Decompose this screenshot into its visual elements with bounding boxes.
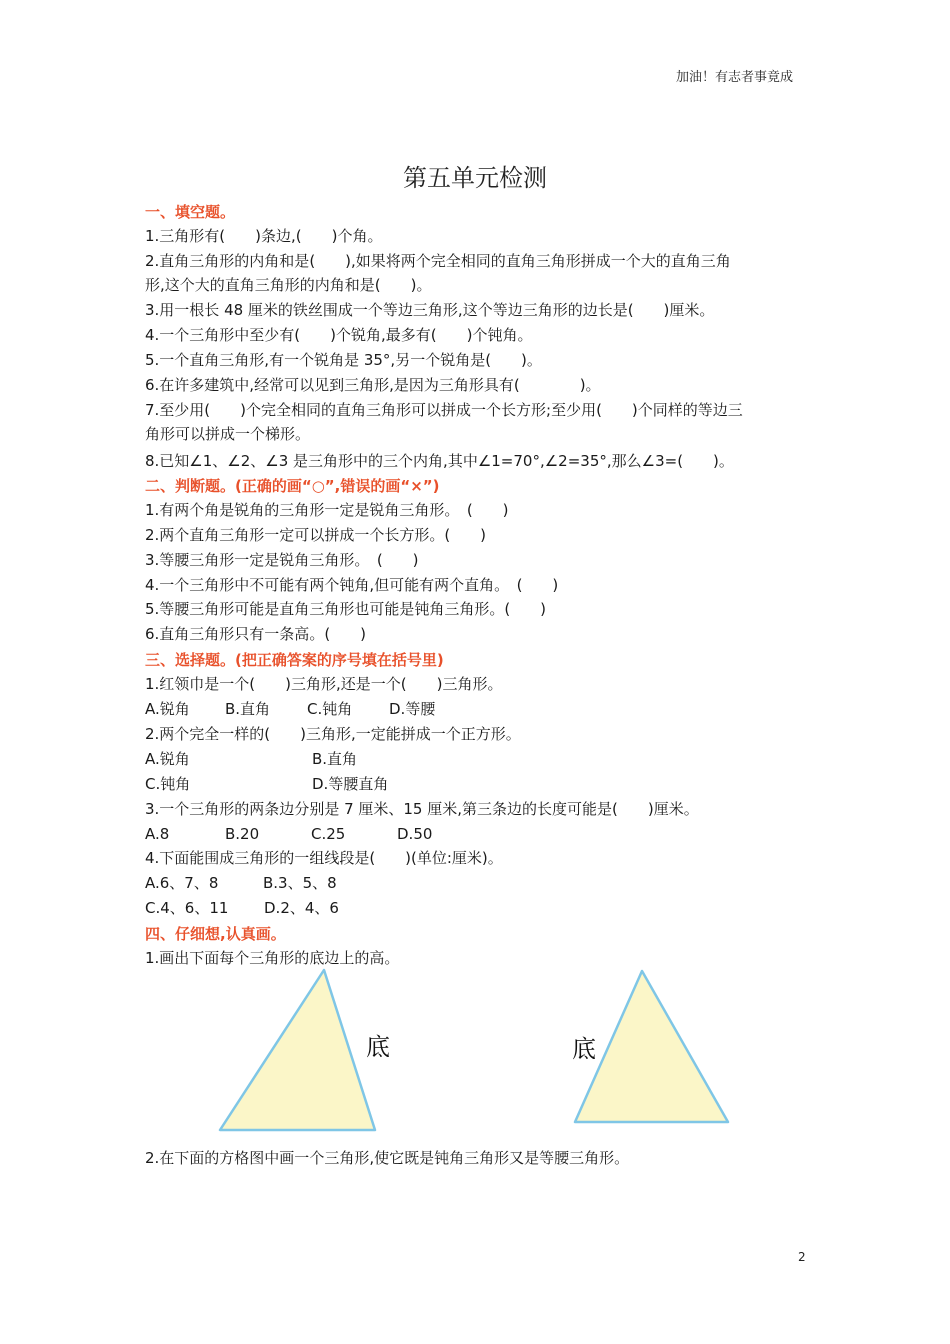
option: D.等腰直角 — [312, 775, 389, 793]
options-row — [0, 822, 950, 846]
question-line: 8.已知∠1、∠2、∠3 是三角形中的三个内角,其中∠1=70°,∠2=35°,那么∠3=( )。 — [145, 452, 734, 470]
question-line: 5.一个直角三角形,有一个锐角是 35°,另一个锐角是( )。 — [145, 351, 542, 369]
question-line: 4.一个三角形中至少有( )个锐角,最多有( )个钝角。 — [145, 326, 533, 344]
question-line: 1.画出下面每个三角形的底边上的高。 — [145, 949, 400, 967]
triangles-figure — [210, 965, 740, 1135]
section-heading-multiple-choice: 三、选择题。(把正确答案的序号填在括号里) — [145, 651, 444, 669]
option: B.直角 — [312, 750, 358, 768]
option: C.钝角 — [145, 775, 191, 793]
options-row — [0, 697, 950, 721]
option: C.25 — [311, 825, 346, 843]
option: C.钝角 — [307, 700, 353, 718]
options-row — [0, 871, 950, 895]
question-line: 2.两个完全一样的( )三角形,一定能拼成一个正方形。 — [145, 725, 521, 743]
page-title: 第五单元检测 — [403, 164, 547, 192]
question-line: 形,这个大的直角三角形的内角和是( )。 — [145, 276, 432, 294]
question-line: 2.在下面的方格图中画一个三角形,使它既是钝角三角形又是等腰三角形。 — [145, 1149, 630, 1167]
triangle-left — [220, 970, 375, 1130]
base-label-left: 底 — [366, 1033, 390, 1061]
question-line: 1.三角形有( )条边,( )个角。 — [145, 227, 383, 245]
option: D.2、4、6 — [264, 899, 339, 917]
section-heading-drawing: 四、仔细想,认真画。 — [145, 925, 286, 943]
question-line: 3.一个三角形的两条边分别是 7 厘米、15 厘米,第三条边的长度可能是( )厘米。 — [145, 800, 699, 818]
question-line: 角形可以拼成一个梯形。 — [145, 425, 311, 443]
option: B.直角 — [225, 700, 271, 718]
option: A.锐角 — [145, 700, 190, 718]
options-row — [0, 772, 950, 796]
triangle-right — [575, 971, 728, 1122]
option: A.8 — [145, 825, 170, 843]
question-line: 7.至少用( )个完全相同的直角三角形可以拼成一个长方形;至少用( )个同样的等边三 — [145, 401, 743, 419]
header-motto: 加油！有志者事竟成 — [676, 70, 794, 85]
option: A.锐角 — [145, 750, 190, 768]
option: A.6、7、8 — [145, 874, 219, 892]
question-line: 1.有两个角是锐角的三角形一定是锐角三角形。 ( ) — [145, 501, 509, 519]
option: D.等腰 — [389, 700, 436, 718]
options-row — [0, 896, 950, 920]
question-line: 3.用一根长 48 厘米的铁丝围成一个等边三角形,这个等边三角形的边长是( )厘米。 — [145, 301, 715, 319]
question-line: 6.直角三角形只有一条高。( ) — [145, 625, 367, 643]
option: B.20 — [225, 825, 260, 843]
question-line: 2.直角三角形的内角和是( ),如果将两个完全相同的直角三角形拼成一个大的直角三角 — [145, 252, 731, 270]
question-line: 3.等腰三角形一定是锐角三角形。 ( ) — [145, 551, 419, 569]
section-heading-fill-blank: 一、填空题。 — [145, 203, 236, 221]
option: D.50 — [397, 825, 433, 843]
options-row — [0, 747, 950, 771]
page-number: 2 — [798, 1250, 806, 1264]
section-heading-true-false: 二、判断题。(正确的画“○”,错误的画“×”) — [145, 477, 440, 495]
base-label-right: 底 — [572, 1035, 596, 1063]
question-line: 4.一个三角形中不可能有两个钝角,但可能有两个直角。 ( ) — [145, 576, 559, 594]
question-line: 1.红领巾是一个( )三角形,还是一个( )三角形。 — [145, 675, 503, 693]
option: B.3、5、8 — [263, 874, 337, 892]
question-line: 2.两个直角三角形一定可以拼成一个长方形。( ) — [145, 526, 487, 544]
question-line: 4.下面能围成三角形的一组线段是( )(单位:厘米)。 — [145, 849, 503, 867]
question-line: 6.在许多建筑中,经常可以见到三角形,是因为三角形具有( )。 — [145, 376, 601, 394]
option: C.4、6、11 — [145, 899, 229, 917]
question-line: 5.等腰三角形可能是直角三角形也可能是钝角三角形。( ) — [145, 600, 547, 618]
